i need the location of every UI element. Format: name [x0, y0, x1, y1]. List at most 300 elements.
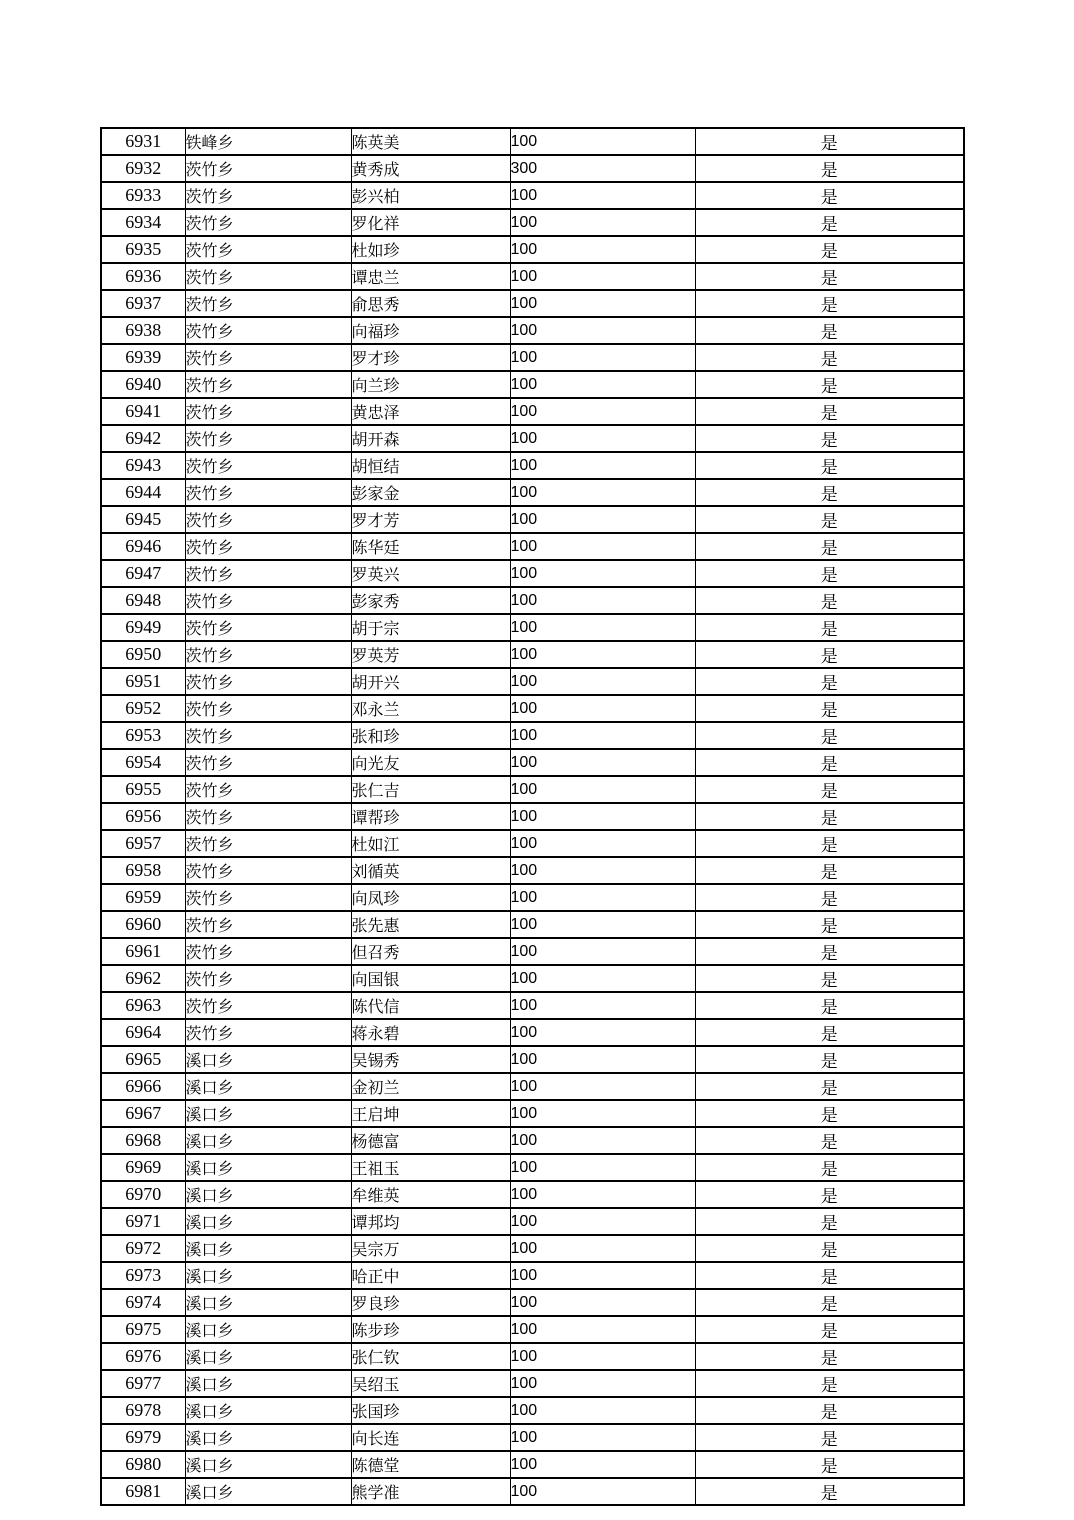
cell-id: 6969	[101, 1154, 185, 1181]
table-row	[101, 1100, 964, 1127]
cell-name: 向长连	[351, 1424, 510, 1451]
cell-township: 茨竹乡	[185, 857, 351, 884]
cell-id: 6938	[101, 317, 185, 344]
cell-name: 但召秀	[351, 938, 510, 965]
cell-confirmed: 是	[695, 1019, 964, 1046]
cell-confirmed: 是	[695, 209, 964, 236]
table-row	[101, 479, 964, 506]
table-body	[101, 128, 964, 1505]
cell-name: 陈代信	[351, 992, 510, 1019]
cell-name: 胡开森	[351, 425, 510, 452]
cell-name: 陈华廷	[351, 533, 510, 560]
cell-confirmed: 是	[695, 1424, 964, 1451]
cell-id: 6966	[101, 1073, 185, 1100]
cell-confirmed: 是	[695, 803, 964, 830]
table-row	[101, 803, 964, 830]
cell-amount: 100	[510, 965, 695, 992]
table-row	[101, 1316, 964, 1343]
cell-amount: 100	[510, 992, 695, 1019]
table-row	[101, 1478, 964, 1505]
cell-id: 6956	[101, 803, 185, 830]
cell-id: 6968	[101, 1127, 185, 1154]
table-row	[101, 236, 964, 263]
cell-confirmed: 是	[695, 1343, 964, 1370]
cell-id: 6943	[101, 452, 185, 479]
cell-name: 彭兴柏	[351, 182, 510, 209]
cell-amount: 100	[510, 1343, 695, 1370]
cell-amount: 100	[510, 452, 695, 479]
cell-township: 溪口乡	[185, 1370, 351, 1397]
table-row	[101, 1019, 964, 1046]
cell-confirmed: 是	[695, 560, 964, 587]
cell-township: 溪口乡	[185, 1073, 351, 1100]
table-row	[101, 290, 964, 317]
cell-name: 谭邦均	[351, 1208, 510, 1235]
cell-confirmed: 是	[695, 1073, 964, 1100]
cell-amount: 100	[510, 1262, 695, 1289]
cell-amount: 100	[510, 182, 695, 209]
cell-amount: 100	[510, 776, 695, 803]
cell-amount: 100	[510, 884, 695, 911]
cell-confirmed: 是	[695, 1181, 964, 1208]
cell-name: 向凤珍	[351, 884, 510, 911]
cell-township: 茨竹乡	[185, 425, 351, 452]
cell-amount: 100	[510, 749, 695, 776]
table-row	[101, 344, 964, 371]
cell-confirmed: 是	[695, 1397, 964, 1424]
table-row	[101, 884, 964, 911]
cell-id: 6959	[101, 884, 185, 911]
cell-name: 罗才芳	[351, 506, 510, 533]
cell-township: 茨竹乡	[185, 695, 351, 722]
cell-township: 溪口乡	[185, 1154, 351, 1181]
cell-name: 牟维英	[351, 1181, 510, 1208]
cell-id: 6949	[101, 614, 185, 641]
cell-confirmed: 是	[695, 1100, 964, 1127]
cell-id: 6941	[101, 398, 185, 425]
cell-township: 溪口乡	[185, 1262, 351, 1289]
cell-township: 茨竹乡	[185, 641, 351, 668]
cell-name: 向光友	[351, 749, 510, 776]
cell-township: 茨竹乡	[185, 992, 351, 1019]
cell-id: 6961	[101, 938, 185, 965]
cell-amount: 100	[510, 1019, 695, 1046]
cell-township: 茨竹乡	[185, 587, 351, 614]
cell-name: 胡恒结	[351, 452, 510, 479]
table-row	[101, 1127, 964, 1154]
cell-id: 6975	[101, 1316, 185, 1343]
cell-name: 陈德堂	[351, 1451, 510, 1478]
cell-township: 茨竹乡	[185, 263, 351, 290]
table-row	[101, 830, 964, 857]
cell-amount: 100	[510, 695, 695, 722]
cell-id: 6934	[101, 209, 185, 236]
cell-confirmed: 是	[695, 506, 964, 533]
cell-township: 茨竹乡	[185, 209, 351, 236]
cell-id: 6939	[101, 344, 185, 371]
cell-name: 邓永兰	[351, 695, 510, 722]
cell-id: 6974	[101, 1289, 185, 1316]
cell-id: 6957	[101, 830, 185, 857]
table-row	[101, 722, 964, 749]
cell-confirmed: 是	[695, 911, 964, 938]
cell-confirmed: 是	[695, 155, 964, 182]
cell-confirmed: 是	[695, 1370, 964, 1397]
cell-township: 溪口乡	[185, 1235, 351, 1262]
cell-confirmed: 是	[695, 317, 964, 344]
table-row	[101, 560, 964, 587]
cell-township: 茨竹乡	[185, 155, 351, 182]
cell-name: 杜如珍	[351, 236, 510, 263]
table-row	[101, 1289, 964, 1316]
table-row	[101, 992, 964, 1019]
cell-name: 熊学准	[351, 1478, 510, 1505]
cell-amount: 100	[510, 425, 695, 452]
cell-name: 彭家金	[351, 479, 510, 506]
cell-amount: 100	[510, 830, 695, 857]
cell-name: 黄忠泽	[351, 398, 510, 425]
cell-township: 溪口乡	[185, 1451, 351, 1478]
table-row	[101, 1154, 964, 1181]
cell-township: 茨竹乡	[185, 290, 351, 317]
cell-id: 6963	[101, 992, 185, 1019]
cell-amount: 100	[510, 236, 695, 263]
cell-id: 6944	[101, 479, 185, 506]
table-row	[101, 695, 964, 722]
cell-township: 茨竹乡	[185, 911, 351, 938]
cell-amount: 100	[510, 1289, 695, 1316]
table-row	[101, 587, 964, 614]
cell-id: 6955	[101, 776, 185, 803]
cell-name: 金初兰	[351, 1073, 510, 1100]
cell-township: 铁峰乡	[185, 128, 351, 155]
cell-confirmed: 是	[695, 533, 964, 560]
cell-name: 胡于宗	[351, 614, 510, 641]
cell-confirmed: 是	[695, 479, 964, 506]
cell-confirmed: 是	[695, 992, 964, 1019]
cell-id: 6936	[101, 263, 185, 290]
beneficiary-table	[100, 127, 965, 1506]
cell-confirmed: 是	[695, 695, 964, 722]
cell-amount: 100	[510, 1154, 695, 1181]
cell-id: 6962	[101, 965, 185, 992]
cell-confirmed: 是	[695, 587, 964, 614]
cell-amount: 100	[510, 479, 695, 506]
cell-name: 哈正中	[351, 1262, 510, 1289]
cell-township: 茨竹乡	[185, 452, 351, 479]
cell-confirmed: 是	[695, 182, 964, 209]
table-row	[101, 1181, 964, 1208]
cell-id: 6979	[101, 1424, 185, 1451]
cell-name: 黄秀成	[351, 155, 510, 182]
table-row	[101, 371, 964, 398]
cell-id: 6972	[101, 1235, 185, 1262]
cell-name: 陈步珍	[351, 1316, 510, 1343]
cell-amount: 100	[510, 1424, 695, 1451]
cell-amount: 100	[510, 938, 695, 965]
cell-confirmed: 是	[695, 452, 964, 479]
cell-amount: 100	[510, 344, 695, 371]
cell-id: 6937	[101, 290, 185, 317]
cell-amount: 100	[510, 209, 695, 236]
cell-name: 彭家秀	[351, 587, 510, 614]
cell-township: 溪口乡	[185, 1478, 351, 1505]
cell-id: 6978	[101, 1397, 185, 1424]
cell-amount: 100	[510, 1451, 695, 1478]
cell-confirmed: 是	[695, 938, 964, 965]
cell-id: 6960	[101, 911, 185, 938]
table-row	[101, 668, 964, 695]
table-row	[101, 1397, 964, 1424]
cell-township: 溪口乡	[185, 1397, 351, 1424]
table-row	[101, 1262, 964, 1289]
cell-township: 茨竹乡	[185, 344, 351, 371]
cell-confirmed: 是	[695, 722, 964, 749]
cell-id: 6973	[101, 1262, 185, 1289]
cell-name: 刘循英	[351, 857, 510, 884]
cell-township: 溪口乡	[185, 1289, 351, 1316]
cell-name: 罗才珍	[351, 344, 510, 371]
table-row	[101, 911, 964, 938]
table-row	[101, 749, 964, 776]
cell-confirmed: 是	[695, 884, 964, 911]
cell-name: 谭忠兰	[351, 263, 510, 290]
cell-township: 茨竹乡	[185, 479, 351, 506]
cell-township: 茨竹乡	[185, 965, 351, 992]
cell-township: 茨竹乡	[185, 506, 351, 533]
cell-confirmed: 是	[695, 1289, 964, 1316]
cell-amount: 100	[510, 614, 695, 641]
table-row	[101, 1451, 964, 1478]
cell-id: 6953	[101, 722, 185, 749]
cell-confirmed: 是	[695, 1208, 964, 1235]
cell-township: 茨竹乡	[185, 371, 351, 398]
cell-township: 溪口乡	[185, 1424, 351, 1451]
cell-confirmed: 是	[695, 668, 964, 695]
cell-name: 张仁钦	[351, 1343, 510, 1370]
table-row	[101, 1073, 964, 1100]
cell-name: 罗良珍	[351, 1289, 510, 1316]
cell-township: 茨竹乡	[185, 560, 351, 587]
cell-confirmed: 是	[695, 614, 964, 641]
cell-id: 6948	[101, 587, 185, 614]
cell-confirmed: 是	[695, 371, 964, 398]
cell-id: 6971	[101, 1208, 185, 1235]
cell-township: 茨竹乡	[185, 722, 351, 749]
cell-confirmed: 是	[695, 1478, 964, 1505]
cell-amount: 100	[510, 911, 695, 938]
cell-id: 6964	[101, 1019, 185, 1046]
cell-id: 6950	[101, 641, 185, 668]
cell-id: 6933	[101, 182, 185, 209]
cell-confirmed: 是	[695, 1127, 964, 1154]
table-row	[101, 1370, 964, 1397]
cell-township: 茨竹乡	[185, 803, 351, 830]
table-row	[101, 317, 964, 344]
cell-name: 蒋永碧	[351, 1019, 510, 1046]
cell-name: 张国珍	[351, 1397, 510, 1424]
cell-name: 胡开兴	[351, 668, 510, 695]
cell-township: 茨竹乡	[185, 614, 351, 641]
cell-township: 茨竹乡	[185, 884, 351, 911]
cell-township: 茨竹乡	[185, 830, 351, 857]
table-row	[101, 1343, 964, 1370]
cell-amount: 100	[510, 1181, 695, 1208]
table-row	[101, 641, 964, 668]
cell-id: 6945	[101, 506, 185, 533]
cell-confirmed: 是	[695, 263, 964, 290]
cell-amount: 100	[510, 1235, 695, 1262]
cell-amount: 100	[510, 290, 695, 317]
cell-amount: 100	[510, 641, 695, 668]
table-row	[101, 938, 964, 965]
cell-township: 溪口乡	[185, 1100, 351, 1127]
cell-confirmed: 是	[695, 749, 964, 776]
cell-township: 溪口乡	[185, 1343, 351, 1370]
table-row	[101, 614, 964, 641]
cell-confirmed: 是	[695, 965, 964, 992]
cell-confirmed: 是	[695, 344, 964, 371]
cell-amount: 100	[510, 722, 695, 749]
cell-name: 张和珍	[351, 722, 510, 749]
table-row	[101, 506, 964, 533]
table-row	[101, 776, 964, 803]
cell-amount: 100	[510, 506, 695, 533]
cell-amount: 100	[510, 1100, 695, 1127]
cell-id: 6976	[101, 1343, 185, 1370]
cell-amount: 300	[510, 155, 695, 182]
cell-township: 溪口乡	[185, 1208, 351, 1235]
cell-confirmed: 是	[695, 1316, 964, 1343]
cell-township: 溪口乡	[185, 1046, 351, 1073]
cell-confirmed: 是	[695, 1235, 964, 1262]
cell-township: 溪口乡	[185, 1127, 351, 1154]
table-row	[101, 263, 964, 290]
cell-name: 俞思秀	[351, 290, 510, 317]
cell-id: 6970	[101, 1181, 185, 1208]
cell-id: 6935	[101, 236, 185, 263]
table-row	[101, 965, 964, 992]
table-row	[101, 857, 964, 884]
cell-confirmed: 是	[695, 857, 964, 884]
cell-id: 6931	[101, 128, 185, 155]
cell-amount: 100	[510, 1208, 695, 1235]
cell-confirmed: 是	[695, 830, 964, 857]
cell-amount: 100	[510, 1478, 695, 1505]
cell-id: 6951	[101, 668, 185, 695]
table-row	[101, 398, 964, 425]
cell-amount: 100	[510, 128, 695, 155]
cell-id: 6965	[101, 1046, 185, 1073]
cell-id: 6942	[101, 425, 185, 452]
cell-amount: 100	[510, 317, 695, 344]
cell-name: 罗英兴	[351, 560, 510, 587]
cell-id: 6946	[101, 533, 185, 560]
cell-confirmed: 是	[695, 398, 964, 425]
cell-township: 茨竹乡	[185, 182, 351, 209]
table-row	[101, 128, 964, 155]
cell-amount: 100	[510, 1397, 695, 1424]
cell-name: 吴锡秀	[351, 1046, 510, 1073]
cell-township: 茨竹乡	[185, 776, 351, 803]
table-row	[101, 1235, 964, 1262]
cell-amount: 100	[510, 1073, 695, 1100]
cell-township: 茨竹乡	[185, 236, 351, 263]
cell-confirmed: 是	[695, 236, 964, 263]
cell-confirmed: 是	[695, 1154, 964, 1181]
cell-name: 王启坤	[351, 1100, 510, 1127]
cell-confirmed: 是	[695, 1046, 964, 1073]
cell-township: 茨竹乡	[185, 533, 351, 560]
table-row	[101, 533, 964, 560]
cell-confirmed: 是	[695, 776, 964, 803]
cell-id: 6940	[101, 371, 185, 398]
cell-amount: 100	[510, 1370, 695, 1397]
table-row	[101, 209, 964, 236]
cell-id: 6981	[101, 1478, 185, 1505]
cell-name: 陈英美	[351, 128, 510, 155]
table-row	[101, 425, 964, 452]
cell-name: 向国银	[351, 965, 510, 992]
cell-amount: 100	[510, 668, 695, 695]
cell-id: 6952	[101, 695, 185, 722]
cell-id: 6977	[101, 1370, 185, 1397]
cell-confirmed: 是	[695, 128, 964, 155]
cell-amount: 100	[510, 1046, 695, 1073]
cell-township: 茨竹乡	[185, 938, 351, 965]
cell-amount: 100	[510, 587, 695, 614]
table-row	[101, 1424, 964, 1451]
cell-id: 6958	[101, 857, 185, 884]
table-row	[101, 155, 964, 182]
cell-confirmed: 是	[695, 425, 964, 452]
cell-amount: 100	[510, 803, 695, 830]
cell-id: 6967	[101, 1100, 185, 1127]
cell-confirmed: 是	[695, 1262, 964, 1289]
cell-id: 6932	[101, 155, 185, 182]
cell-id: 6947	[101, 560, 185, 587]
cell-confirmed: 是	[695, 641, 964, 668]
cell-township: 茨竹乡	[185, 1019, 351, 1046]
cell-name: 向兰珍	[351, 371, 510, 398]
cell-name: 张先惠	[351, 911, 510, 938]
cell-amount: 100	[510, 263, 695, 290]
cell-township: 茨竹乡	[185, 749, 351, 776]
cell-township: 茨竹乡	[185, 668, 351, 695]
cell-name: 罗英芳	[351, 641, 510, 668]
cell-township: 茨竹乡	[185, 317, 351, 344]
cell-amount: 100	[510, 857, 695, 884]
table-row	[101, 182, 964, 209]
table-row	[101, 1046, 964, 1073]
cell-name: 谭帮珍	[351, 803, 510, 830]
cell-id: 6980	[101, 1451, 185, 1478]
cell-name: 杜如江	[351, 830, 510, 857]
cell-name: 吴宗万	[351, 1235, 510, 1262]
cell-name: 向福珍	[351, 317, 510, 344]
cell-township: 溪口乡	[185, 1316, 351, 1343]
cell-name: 吴绍玉	[351, 1370, 510, 1397]
cell-amount: 100	[510, 1127, 695, 1154]
cell-id: 6954	[101, 749, 185, 776]
table-row	[101, 1208, 964, 1235]
cell-confirmed: 是	[695, 1451, 964, 1478]
cell-name: 杨德富	[351, 1127, 510, 1154]
table-row	[101, 452, 964, 479]
cell-amount: 100	[510, 1316, 695, 1343]
cell-amount: 100	[510, 371, 695, 398]
cell-name: 罗化祥	[351, 209, 510, 236]
